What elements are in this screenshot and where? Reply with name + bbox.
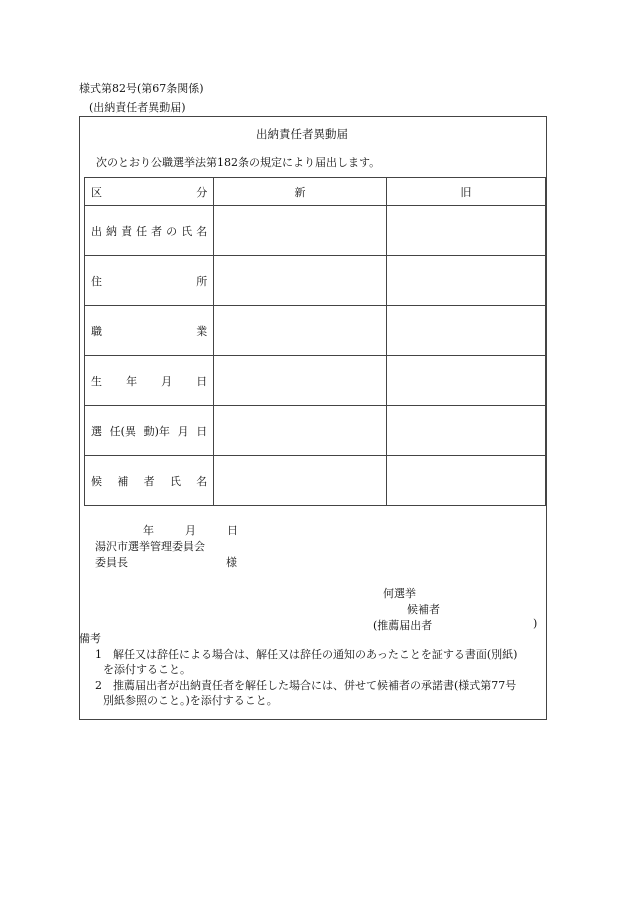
label-char: 候 — [91, 474, 102, 488]
new-value-cell[interactable] — [214, 356, 386, 406]
header-old: 旧 — [386, 178, 545, 206]
label-char: 年 — [126, 374, 138, 388]
row-label-birthdate — [85, 356, 214, 406]
header-new: 新 — [214, 178, 386, 206]
old-value-cell[interactable] — [386, 456, 545, 506]
entry-table — [84, 177, 546, 506]
table-row — [85, 356, 546, 406]
row-label-address — [85, 256, 214, 306]
label-char: 名 — [196, 474, 208, 488]
label-char: 月 — [177, 424, 189, 438]
row-label-occupation — [85, 306, 214, 356]
month-label: 月 — [185, 524, 196, 537]
chairman-label: 委員長 — [95, 556, 128, 569]
remarks-heading: 備考 — [79, 632, 101, 645]
candidate-label: 候補者 — [407, 603, 440, 616]
table-header-row — [85, 178, 546, 206]
label-char: 所 — [196, 274, 208, 288]
table-row — [85, 256, 546, 306]
label-char: 住 — [91, 274, 102, 288]
new-value-cell[interactable] — [214, 406, 386, 456]
row-label-name — [85, 206, 214, 256]
label-char: 者 — [143, 474, 155, 488]
note-number: 1 — [95, 648, 102, 661]
new-value-cell[interactable] — [214, 206, 386, 256]
label-char: 日 — [196, 424, 208, 438]
old-value-cell[interactable] — [386, 356, 545, 406]
election-label: 何選挙 — [383, 587, 416, 600]
label-char: 日 — [196, 374, 208, 388]
honorific: 様 — [226, 556, 237, 569]
recommender-close: ) — [533, 617, 538, 630]
intro-text: 次のとおり公職選挙法第182条の規定により届出します。 — [96, 156, 381, 169]
label-char: 氏 — [181, 224, 193, 238]
form-subtitle: (出納責任者異動届) — [89, 101, 186, 114]
label-char: 任(異 — [109, 424, 136, 438]
note-number: 2 — [95, 679, 102, 692]
table-row — [85, 306, 546, 356]
label-char: 氏 — [169, 474, 181, 488]
new-value-cell[interactable] — [214, 456, 386, 506]
header-category-char: 分 — [196, 185, 208, 199]
label-char: 月 — [161, 374, 173, 388]
document-title: 出納責任者異動届 — [256, 127, 348, 141]
label-char: 出 — [91, 224, 102, 238]
table-row — [85, 206, 546, 256]
note-text: 推薦届出者が出納責任者を解任した場合には、併せて候補者の承諾書(様式第77号 — [113, 679, 517, 692]
label-char: 業 — [196, 324, 208, 338]
old-value-cell[interactable] — [386, 256, 545, 306]
old-value-cell[interactable] — [386, 206, 545, 256]
recommender-label: (推薦届出者 — [373, 619, 433, 632]
label-char: 職 — [91, 324, 102, 338]
committee-name: 湯沢市選挙管理委員会 — [95, 540, 205, 553]
remark-note-continued: を添付すること。 — [103, 663, 191, 676]
label-char: 納 — [106, 224, 118, 238]
remark-note — [95, 677, 516, 693]
label-char: 任 — [136, 224, 148, 238]
label-char: 責 — [121, 224, 133, 238]
label-char: 補 — [117, 474, 129, 488]
table-row — [85, 456, 546, 506]
label-char: 生 — [91, 374, 102, 388]
note-text: 解任又は辞任による場合は、解任又は辞任の通知のあったことを証する書面(別紙) — [113, 648, 518, 661]
new-value-cell[interactable] — [214, 256, 386, 306]
old-value-cell[interactable] — [386, 306, 545, 356]
year-label: 年 — [143, 524, 154, 537]
new-value-cell[interactable] — [214, 306, 386, 356]
label-char: 選 — [91, 424, 102, 438]
day-label: 日 — [227, 524, 238, 537]
row-label-candidate-name — [85, 456, 214, 506]
old-value-cell[interactable] — [386, 406, 545, 456]
label-char: 者 — [151, 224, 163, 238]
submission-date — [143, 522, 238, 538]
remark-note-continued: 別紙参照のこと。)を添付すること。 — [103, 694, 278, 707]
remark-note — [95, 646, 517, 662]
form-number: 様式第82号(第67条関係) — [79, 82, 204, 95]
label-char: 動)年 — [143, 424, 170, 438]
table-row — [85, 406, 546, 456]
header-category — [85, 178, 214, 206]
header-category-char: 区 — [91, 185, 102, 199]
row-label-appointment-date — [85, 406, 214, 456]
label-char: の — [166, 224, 178, 238]
label-char: 名 — [196, 224, 208, 238]
